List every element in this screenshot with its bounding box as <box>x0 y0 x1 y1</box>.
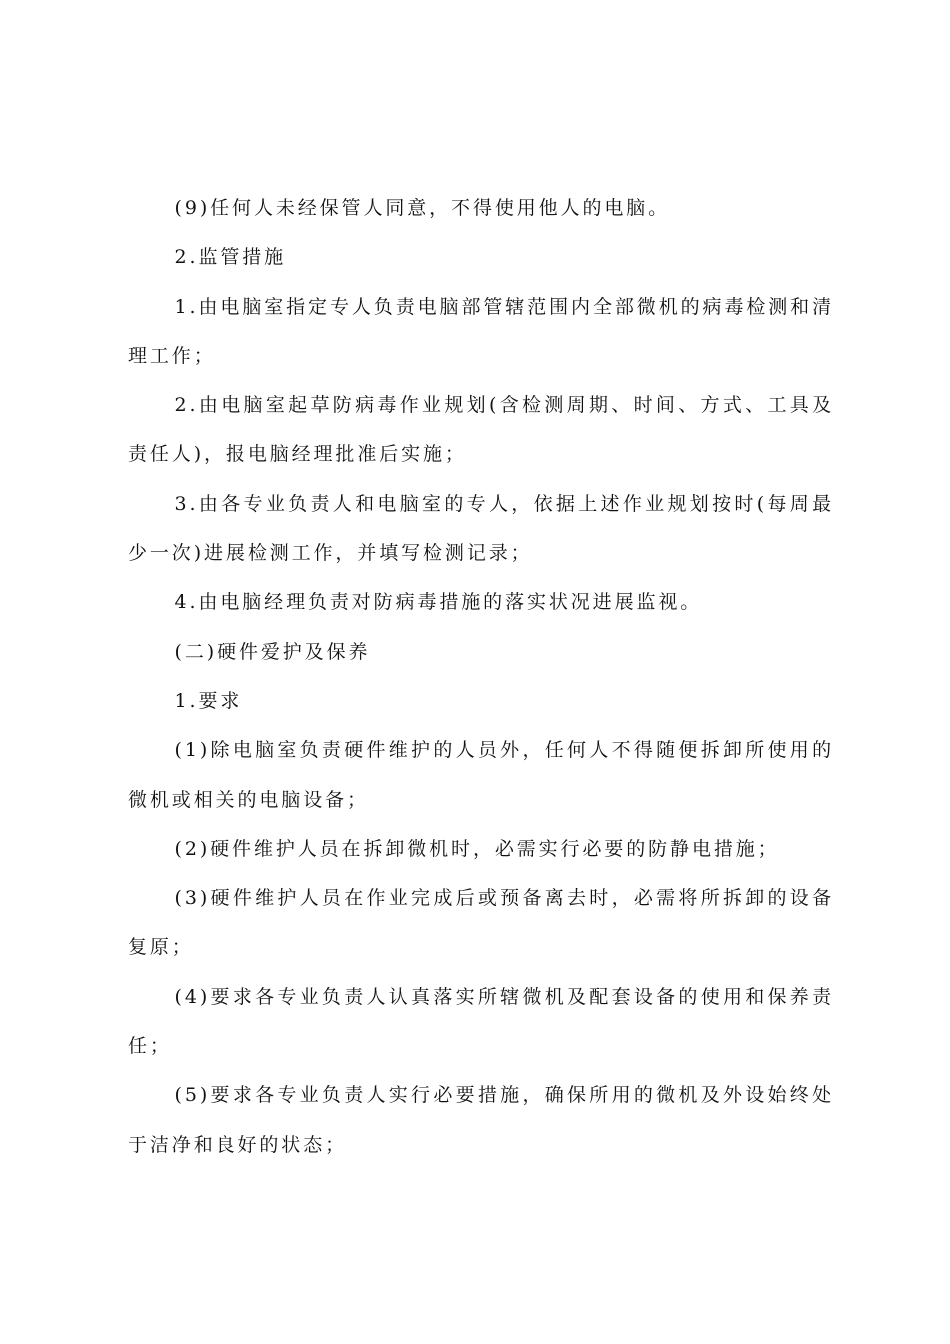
paragraph-requirement-1: (1)除电脑室负责硬件维护的人员外，任何人不得随便拆卸所使用的微机或相关的电脑设备； <box>128 739 834 811</box>
paragraph-rule-9: (9)任何人未经保管人同意，不得使用他人的电脑。 <box>174 197 671 219</box>
heading-hardware-maintenance: (二)硬件爱护及保养 <box>174 640 371 663</box>
paragraph-measure-3: 3.由各专业负责人和电脑室的专人，依据上述作业规划按时(每周最少一次)进展检测工作，并填写检测记录； <box>128 492 834 565</box>
heading-supervision-measures: 2.监管措施 <box>174 246 287 269</box>
paragraph-requirement-2: (2)硬件维护人员在拆卸微机时，必需实行必要的防静电措施； <box>174 837 780 860</box>
paragraph-requirement-4: (4)要求各专业负责人认真落实所辖微机及配套设备的使用和保养责任； <box>128 985 834 1058</box>
paragraph-measure-1: 1.由电脑室指定专人负责电脑部管辖范围内全部微机的病毒检测和清理工作； <box>128 295 834 367</box>
paragraph-measure-2: 2.由电脑室起草防病毒作业规划(含检测周期、时间、方式、工具及责任人)，报电脑经理批准后实施； <box>128 394 834 466</box>
document-body <box>128 184 834 1170</box>
paragraph-requirement-5: (5)要求各专业负责人实行必要措施，确保所用的微机及外设始终处于洁净和良好的状态； <box>128 1084 834 1156</box>
paragraph-requirement-3: (3)硬件维护人员在作业完成后或预备离去时，必需将所拆卸的设备复原； <box>128 887 834 959</box>
paragraph-measure-4: 4.由电脑经理负责对防病毒措施的落实状况进展监视。 <box>174 591 703 614</box>
heading-requirements: 1.要求 <box>174 689 243 712</box>
